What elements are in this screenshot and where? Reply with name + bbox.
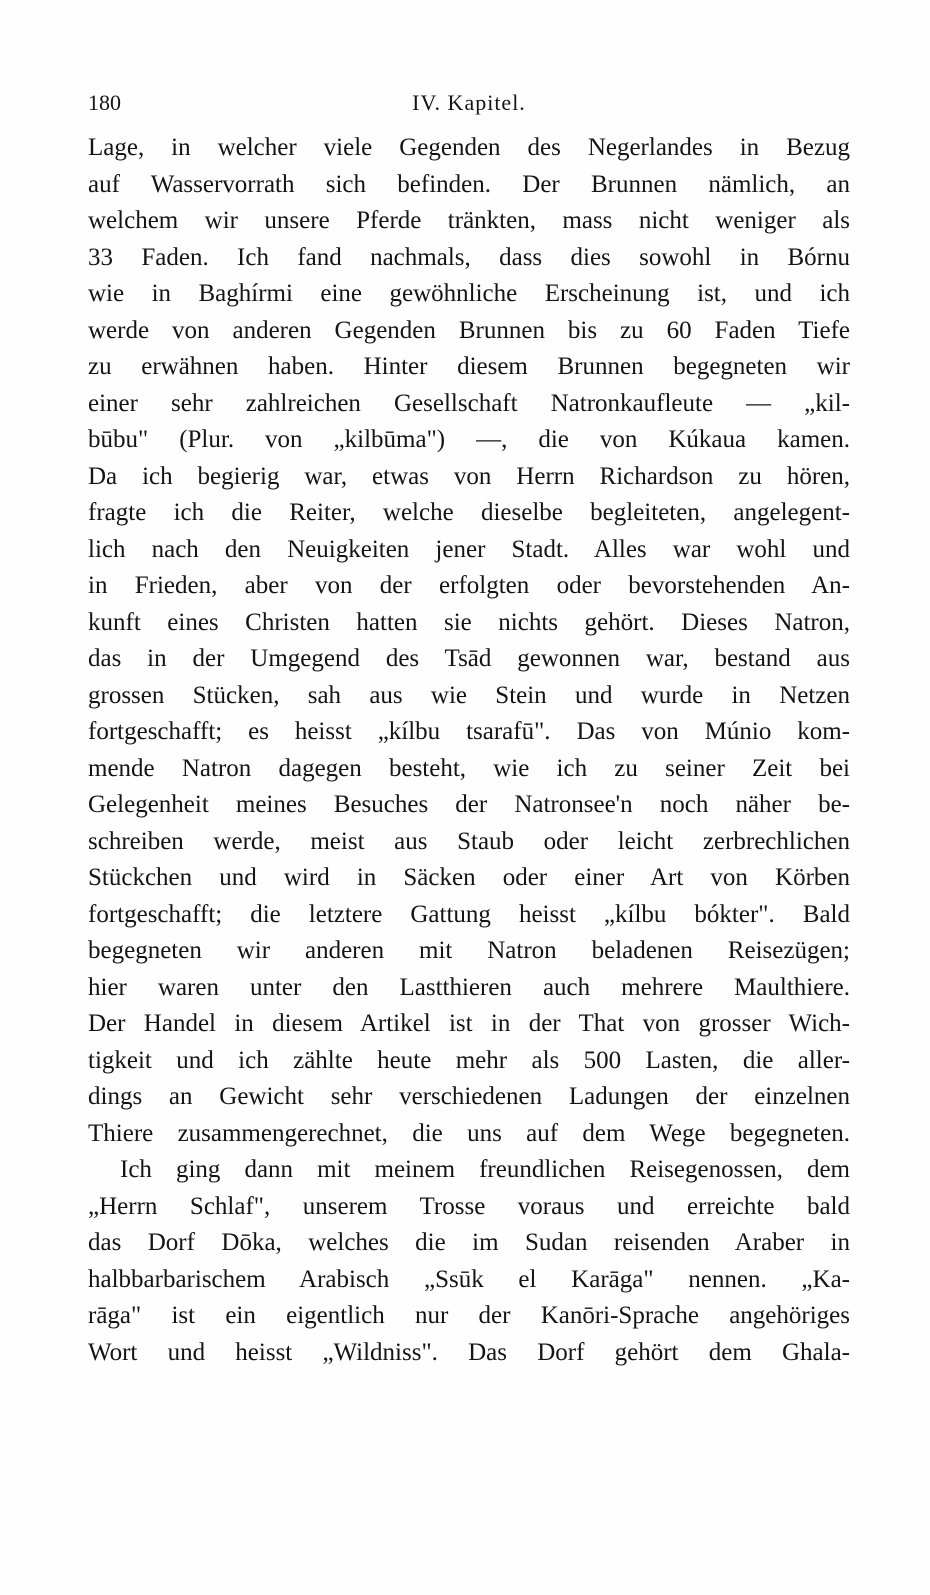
text-line: zu erwähnen haben. Hinter diesem Brunnen begegneten wir — [88, 353, 850, 380]
text-line: fragte ich die Reiter, welche dieselbe begleiteten, angelegent- — [88, 499, 850, 526]
paragraph-first-line: Ich ging dann mit meinem freundlichen Reisegenossen, dem — [120, 1156, 850, 1183]
text-line: einer sehr zahlreichen Gesellschaft Natronkaufleute — „kil- — [88, 389, 850, 417]
text-line: Wort und heisst „Wildniss". Das Dorf gehört dem Ghala- — [88, 1338, 850, 1366]
text-line: begegneten wir anderen mit Natron beladenen Reisezügen; — [88, 937, 850, 964]
text-line: Thiere zusammengerechnet, die uns auf dem Wege begegneten. — [88, 1119, 850, 1147]
text-line: lich nach den Neuigkeiten jener Stadt. Alles war wohl und — [88, 535, 850, 563]
text-line: dings an Gewicht sehr verschiedenen Ladungen der einzelnen — [88, 1083, 850, 1110]
text-line: wie in Baghírmi eine gewöhnliche Erscheinung ist, und ich — [88, 280, 850, 307]
text-line: hier waren unter den Lastthieren auch mehrere Maulthiere. — [88, 973, 850, 1001]
body-text — [88, 130, 850, 1371]
text-line: in Frieden, aber von der erfolgten oder bevorstehenden An- — [88, 572, 850, 599]
text-line: tigkeit und ich zählte heute mehr als 500 Lasten, die aller- — [88, 1046, 850, 1074]
text-line: das Dorf Dōka, welches die im Sudan reisenden Araber in — [88, 1229, 850, 1256]
text-line: kunft eines Christen hatten sie nichts gehört. Dieses Natron, — [88, 608, 850, 636]
page-number: 180 — [88, 90, 121, 115]
text-line: Gelegenheit meines Besuches der Natronsee'n noch näher be- — [88, 791, 850, 818]
text-line: būbu" (Plur. von „kilbūma") —, die von Kúkaua kamen. — [88, 426, 850, 453]
text-line: mende Natron dagegen besteht, wie ich zu seiner Zeit bei — [88, 754, 850, 782]
text-line: 33 Faden. Ich fand nachmals, dass dies sowohl in Bórnu — [88, 243, 850, 271]
text-line: halbbarbarischem Arabisch „Ssūk el Karāga" nennen. „Ka- — [88, 1265, 850, 1293]
text-line: rāga" ist ein eigentlich nur der Kanōri-Sprache angehöriges — [88, 1302, 850, 1329]
text-line: welchem wir unsere Pferde tränkten, mass nicht weniger als — [88, 207, 850, 234]
text-line: das in der Umgegend des Tsād gewonnen war, bestand aus — [88, 645, 850, 672]
text-line: Lage, in welcher viele Gegenden des Negerlandes in Bezug — [88, 134, 850, 161]
text-line: Da ich begierig war, etwas von Herrn Richardson zu hören, — [88, 462, 850, 490]
text-line: auf Wasservorrath sich befinden. Der Brunnen nämlich, an — [88, 170, 850, 198]
text-line: Der Handel in diesem Artikel ist in der That von grosser Wich- — [88, 1010, 850, 1037]
text-line: Stückchen und wird in Säcken oder einer Art von Körben — [88, 864, 850, 891]
text-line: grossen Stücken, sah aus wie Stein und wurde in Netzen — [88, 681, 850, 709]
running-head — [88, 90, 850, 124]
chapter-title: IV. Kapitel. — [412, 90, 526, 115]
text-line: „Herrn Schlaf", unserem Trosse voraus und erreichte bald — [88, 1192, 850, 1220]
text-line: fortgeschafft; die letztere Gattung heisst „kílbu bókter". Bald — [88, 900, 850, 928]
text-line: fortgeschafft; es heisst „kílbu tsarafū". Das von Múnio kom- — [88, 718, 850, 745]
text-line: schreiben werde, meist aus Staub oder leicht zerbrechlichen — [88, 827, 850, 855]
text-line: werde von anderen Gegenden Brunnen bis zu 60 Faden Tiefe — [88, 316, 850, 344]
